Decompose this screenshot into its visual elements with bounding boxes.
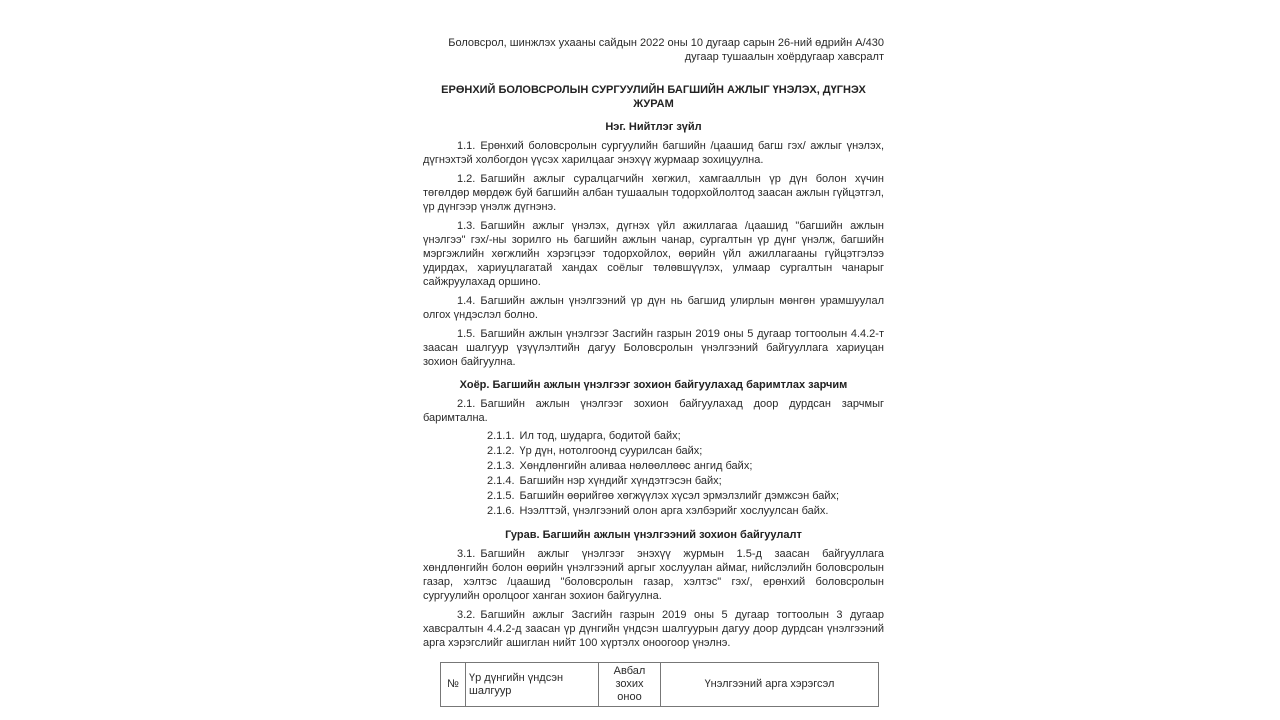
- list-item-number: 2.1.3.: [487, 460, 515, 472]
- document-title-line-2: ЖУРАМ: [633, 98, 674, 110]
- list-item: [423, 504, 884, 519]
- criteria-table: [440, 662, 879, 707]
- paragraph-1-5: [423, 327, 884, 369]
- paragraph-number: 1.1.: [457, 140, 476, 152]
- principles-list: [423, 429, 884, 519]
- list-item: [423, 489, 884, 504]
- list-item-number: 2.1.6.: [487, 505, 515, 517]
- table-header-max-score: Авбал зохих оноо: [599, 663, 661, 707]
- list-item-text: Үр дүн, нотолгоонд суурилсан байх;: [519, 445, 703, 457]
- header-note: [423, 36, 884, 64]
- list-item: [423, 474, 884, 489]
- list-item: [423, 429, 884, 444]
- paragraph-number: 1.5.: [457, 328, 476, 340]
- paragraph-1-1: [423, 139, 884, 167]
- paragraph-number: 1.3.: [457, 220, 476, 232]
- table-header-criteria: Үр дүнгийн үндсэн шалгуур: [466, 663, 599, 707]
- paragraph-1-2: [423, 172, 884, 214]
- paragraph-3-2: [423, 608, 884, 650]
- paragraph-text: Багшийн ажлын үнэлгээний үр дүн нь багшид улирлын мөнгөн урамшуулал олгох үндэслэл болно.: [423, 295, 884, 321]
- list-item-text: Ил тод, шударга, бодитой байх;: [519, 430, 681, 442]
- list-item-number: 2.1.5.: [487, 490, 515, 502]
- criteria-table-header-row: [441, 663, 879, 707]
- paragraph-number: 3.2.: [457, 609, 476, 621]
- table-header-number: №: [441, 663, 466, 707]
- header-note-line-1: Боловсрол, шинжлэх ухааны сайдын 2022 оны 10 дугаар сарын 26-ний өдрийн А/430: [448, 37, 884, 49]
- table-header-assessment-tool: Үнэлгээний арга хэрэгсэл: [661, 663, 879, 707]
- paragraph-text: Багшийн ажлыг Засгийн газрын 2019 оны 5 дугаар тогтоолын 3 дугаар хавсралтын 4.4.2-д заасан үр дүнгийн үндсэн шалгуурын дагуу доор дурдсан үнэлгээний арга хэрэгслийг ашиглан нийт 100 хүртэлх оноогоор үнэлнэ.: [423, 609, 884, 649]
- list-item-number: 2.1.2.: [487, 445, 515, 457]
- list-item-text: Хөндлөнгийн аливаа нөлөөллөөс ангид байх;: [519, 460, 753, 472]
- list-item: [423, 459, 884, 474]
- document-title: [423, 83, 884, 111]
- paragraph-text: Багшийн ажлын үнэлгээг Засгийн газрын 2019 оны 5 дугаар тогтоолын 4.4.2-т заасан шалгуур үзүүлэлтийн дагуу Боловсролын үнэлгээний байгууллага хариуцан зохион байгуулна.: [423, 328, 884, 368]
- section-heading-two: Хоёр. Багшийн ажлын үнэлгээг зохион байгуулахад баримтлах зарчим: [459, 379, 848, 391]
- paragraph-number: 1.4.: [457, 295, 476, 307]
- document-page: [423, 0, 884, 707]
- list-item-text: Багшийн нэр хүндийг хүндэтгэсэн байх;: [519, 475, 722, 487]
- paragraph-text: Багшийн ажлын үнэлгээг зохион байгуулахад доор дурдсан зарчмыг баримтална.: [423, 398, 884, 424]
- paragraph-text: Ерөнхий боловсролын сургуулийн багшийн /цаашид багш гэх/ ажлыг үнэлэх, дүгнэхтэй холбогдон үүсэх харилцааг энэхүү журмаар зохицуулна.: [423, 140, 884, 166]
- section-heading-one: Нэг. Нийтлэг зүйл: [605, 121, 702, 133]
- header-note-line-2: дугаар тушаалын хоёрдугаар хавсралт: [684, 51, 884, 63]
- list-item-number: 2.1.4.: [487, 475, 515, 487]
- paragraph-number: 3.1.: [457, 548, 476, 560]
- paragraph-3-1: [423, 547, 884, 603]
- list-item-text: Багшийн өөрийгөө хөгжүүлэх хүсэл эрмэлзлийг дэмжсэн байх;: [519, 490, 840, 502]
- paragraph-2-1: [423, 397, 884, 425]
- paragraph-text: Багшийн ажлыг суралцагчийн хөгжил, хамгааллын үр дүн болон хүчин төгөлдөр мөрдөж буй багшийн албан тушаалын тодорхойлолтод заасан ажлын гүйцэтгэл, үр дүнгээр үнэлж дүгнэнэ.: [423, 173, 884, 213]
- document-title-line-1: ЕРӨНХИЙ БОЛОВСРОЛЫН СУРГУУЛИЙН БАГШИЙН АЖЛЫГ ҮНЭЛЭХ, ДҮГНЭХ: [441, 84, 866, 96]
- paragraph-1-4: [423, 294, 884, 322]
- list-item: [423, 444, 884, 459]
- paragraph-1-3: [423, 219, 884, 289]
- paragraph-number: 2.1.: [457, 398, 476, 410]
- section-heading-three: Гурав. Багшийн ажлын үнэлгээний зохион байгуулалт: [505, 529, 802, 541]
- paragraph-text: Багшийн ажлыг үнэлгээг энэхүү журмын 1.5-д заасан байгууллага хөндлөнгийн болон өөрийн үнэлгээний аргыг хослуулан аймаг, нийслэлийн боловсролын газар, хэлтэс /цаашид "боловсролын газар, хэлтэс" гэх/, ерөнхий боловсролын сургуулийн оролцоог ханган зохион байгуулна.: [423, 548, 884, 602]
- paragraph-text: Багшийн ажлыг үнэлэх, дүгнэх үйл ажиллагаа /цаашид "багшийн ажлын үнэлгээ" гэх/-ны зорилго нь багшийн ажлын чанар, сургалтын үр дүнг үнэлж, багшийн мэргэжлийн хөгжлийн хэрэгцээг тодорхойлох, өөрийн үйл ажиллагааны гүйцэтгэлээ удирдах, хариуцлагатай хандах соёлыг төлөвшүүлэх, улмаар сургалтын чанарыг сайжруулахад оршино.: [423, 220, 884, 288]
- list-item-number: 2.1.1.: [487, 430, 515, 442]
- list-item-text: Нээлттэй, үнэлгээний олон арга хэлбэрийг хослуулсан байх.: [519, 505, 829, 517]
- paragraph-number: 1.2.: [457, 173, 476, 185]
